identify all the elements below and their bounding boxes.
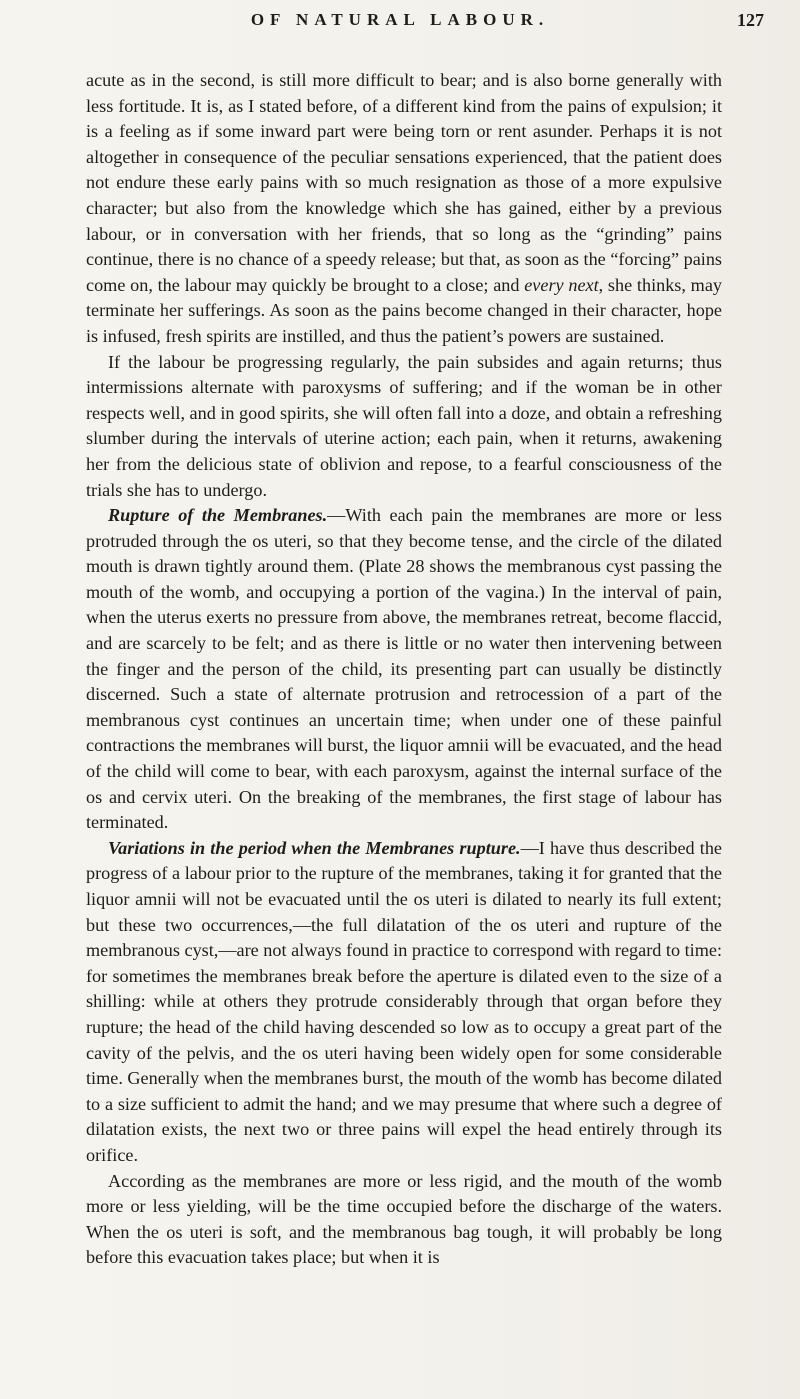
text-run: According as the membranes are more or less rigid, and the mouth of the womb more or less yielding, will be the time occupied before the discharge of the waters. When the os uteri is soft, and the membranous bag tough, it will probably be long before this evacuation takes place; but when it is [86,1170,722,1268]
section-heading-rupture: Rupture of the Membranes. [108,505,328,526]
text-run: —With each pain the membranes are more or less protruded through the os uteri, so that they become tense, and the circle of the dilated mouth is drawn tightly around them. (Plate 28 shows the membranous cyst passing the mouth of the womb, and occupying a portion of the vagina.) In the interval of pain, when the uterus exerts no pressure from above, the membranes retreat, become flaccid, and are scarcely to be felt; and as there is little or no water then intervening between the finger and the person of the child, its presenting part can usually be distinctly discerned. Such a state of alternate protrusion and retrocession of a part of the membranous cyst continues an uncertain time; when under one of these painful contractions the membranes will burst, the liquor amnii will be evacuated, and the head of the child will come to bear, with each paroxysm, against the internal surface of the os and cervix uteri. On the breaking of the membranes, the first stage of labour has terminated. [86,505,722,833]
paragraph-rigidity [86,1169,722,1271]
text-run: acute as in the second, is still more difficult to bear; and is also borne generally with less fortitude. It is, as I stated before, of a different kind from the pains of expulsion; it is a feeling as if some inward part were being torn or rent asunder. Perhaps it is not altogether in consequence of the peculiar sensations experienced, that the patient does not endure these early pains with so much resignation as those of a more expulsive character; but also from the knowledge which she has gained, either by a previous labour, or in conversation with her friends, that so long as the “grinding” pains continue, there is no chance of a speedy release; but that, as soon as the “forcing” pains come on, the labour may quickly be brought to a close; and [86,70,722,295]
running-title: OF NATURAL LABOUR. [250,10,550,29]
body-text [86,68,722,1271]
emphasis-every-next: every next [524,274,599,295]
text-run: , she thinks, may terminate her sufferings. As soon as the pains become changed in their character, hope is infused, fresh spirits are instilled, and thus the patient’s powers are sustained. [86,274,722,346]
paragraph-variations [86,836,722,1169]
paragraph-rupture-of-membranes [86,503,722,836]
text-run: —I have thus described the progress of a labour prior to the rupture of the membranes, taking it for granted that the liquor amnii will not be evacuated until the os uteri is dilated to nearly its full extent; but these two occurrences,—the full dilatation of the os uteri and rupture of the membranous cyst,—are not always found in practice to correspond with regard to time: for sometimes the membranes break before the aperture is dilated even to the size of a shilling: while at others they protrude considerably through that organ before they rupture; the head of the child having descended so low as to occupy a great part of the cavity of the pelvis, and the os uteri having been widely open for some considerable time. Generally when the membranes burst, the mouth of the womb has become dilated to a size sufficient to admit the hand; and we may presume that where such a degree of dilatation exists, the next two or three pains will expel the head entirely through its orifice. [86,837,722,1165]
paragraph-labour-progress [86,350,722,504]
text-run: If the labour be progressing regularly, the pain subsides and again returns; thus intermissions alternate with paroxysms of suffering; and if the woman be in other respects well, and in good spirits, she will often fall into a doze, and obtain a refreshing slumber during the intervals of uterine action; each pain, when it returns, awakening her from the delicious state of oblivion and repose, to a fearful consciousness of the trials she has to undergo. [86,351,722,500]
page-number: 127 [737,10,764,30]
running-head [56,10,764,38]
section-heading-variations: Variations in the period when the Membranes rupture. [108,837,521,858]
paragraph-continuation [86,68,722,350]
